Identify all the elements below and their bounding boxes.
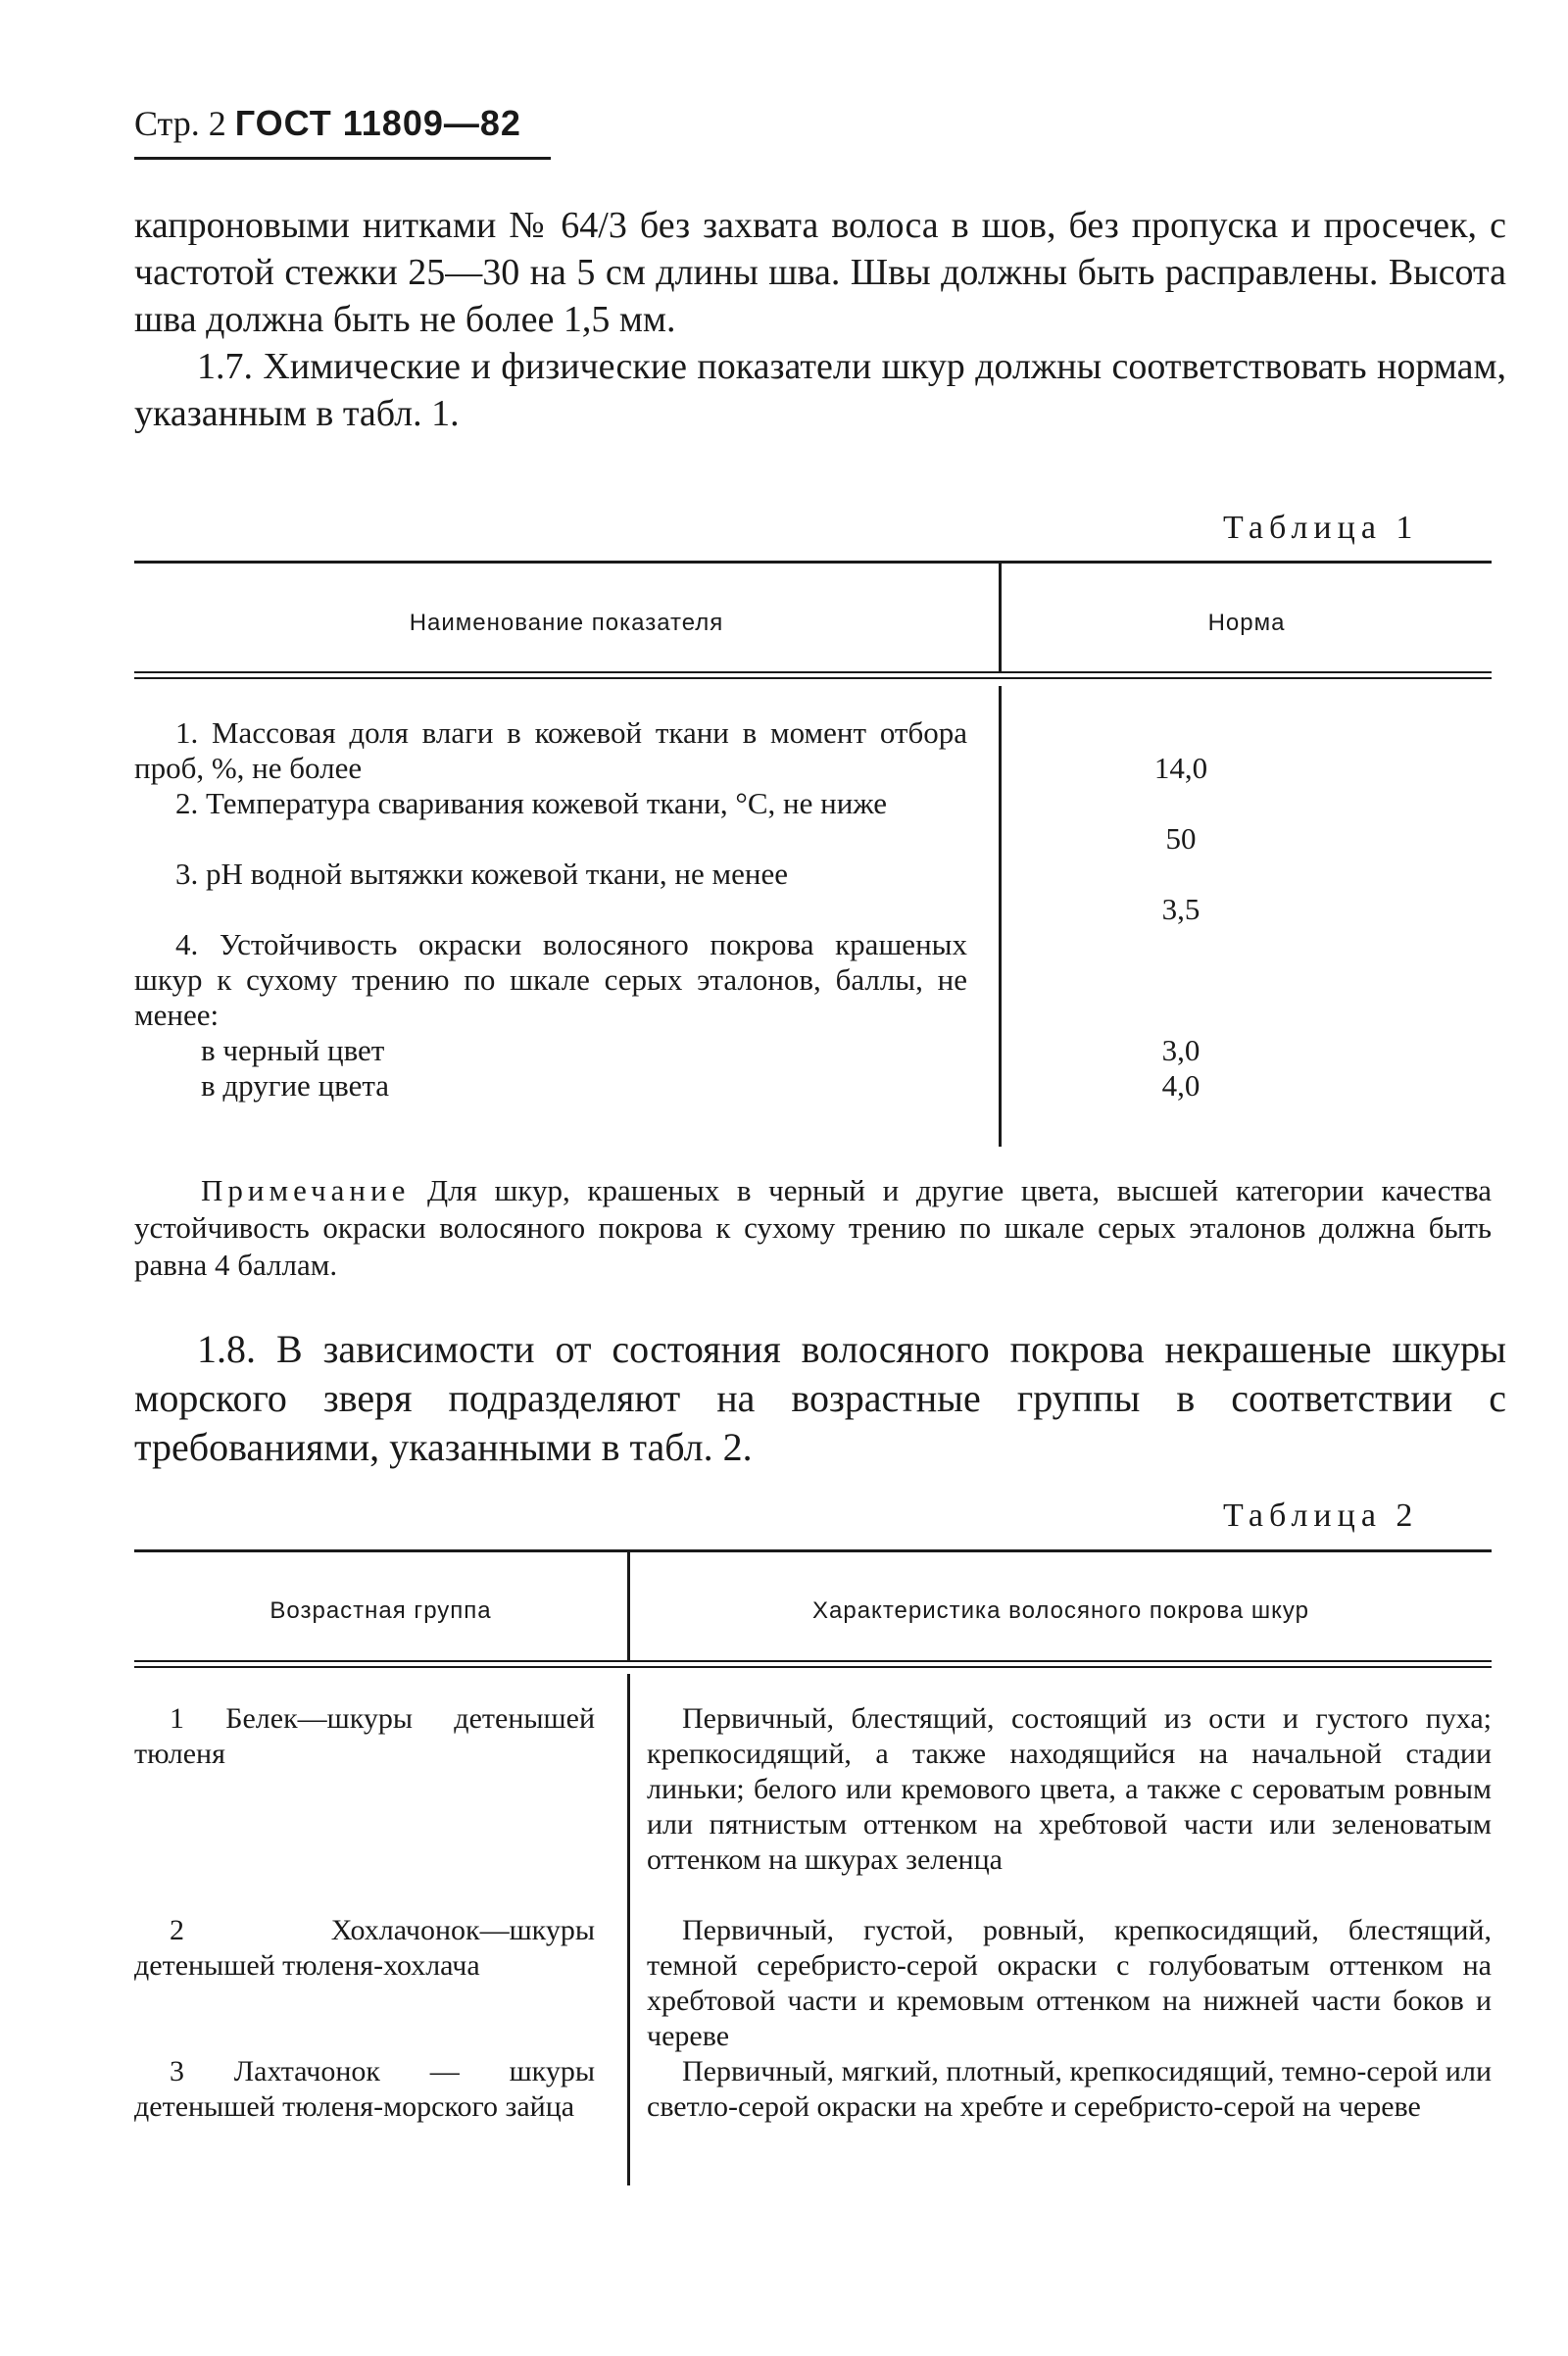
table1-caption: Таблица 1 (1223, 510, 1419, 546)
table1-note (134, 1172, 1492, 1284)
table1-row-value: 4,0 (1161, 1068, 1200, 1103)
table2-row-group: 2 Хохлачонок—шкуры детенышей тюленя-хохлача (134, 1914, 595, 1982)
header-rule (134, 157, 551, 160)
table1-header-norm: Норма (1207, 610, 1286, 636)
table1-header-rule-double (134, 677, 1492, 679)
table2-column-divider (627, 1674, 630, 2185)
table1-top-rule (134, 561, 1492, 564)
table1-row (134, 927, 967, 1033)
intro-paragraph-1-7: 1.7. Химические и физические показатели шкур должны соответствовать нормам, указанным в табл. 1. (134, 346, 1506, 434)
note-label: Примечание (201, 1173, 411, 1207)
table1-row-text: 1. Массовая доля влаги в кожевой ткани в момент отбора проб, %, не более (134, 715, 967, 785)
table1-row (134, 786, 967, 821)
table1-column-divider (999, 686, 1002, 1147)
table1-row (134, 857, 967, 892)
table1-row (134, 715, 967, 786)
table1-subrow-text: в черный цвет (201, 1033, 385, 1067)
table2-top-rule (134, 1549, 1492, 1552)
table1-row-text: 4. Устойчивость окраски волосяного покрова крашеных шкур к сухому трению по шкале серых эталонов, баллы, не менее: (134, 927, 967, 1032)
section-1-8 (134, 1325, 1506, 1472)
table1-subrow-text: в другие цвета (201, 1068, 390, 1103)
table1-row-text: 3. pH водной вытяжки кожевой ткани, не менее (175, 857, 788, 891)
table2-row-group: 3 Лахтачонок — шкуры детенышей тюленя-морского зайца (134, 2055, 595, 2123)
table1-row-value: 3,5 (1161, 892, 1200, 926)
table1-row-text: 2. Температура сваривания кожевой ткани, °С, не ниже (175, 786, 888, 820)
table1-row-value: 3,0 (1161, 1033, 1200, 1067)
intro-block (134, 202, 1506, 437)
table2-header-description: Характеристика волосяного покрова шкур (812, 1597, 1309, 1624)
table2-header-rule-double (134, 1666, 1492, 1668)
table2-caption: Таблица 2 (1223, 1497, 1419, 1534)
table1-header-rule (134, 671, 1492, 673)
table2-row-group: 1 Белек—шкуры детенышей тюленя (134, 1702, 595, 1770)
table1-header-name: Наименование показателя (409, 610, 724, 636)
section-1-8-paragraph: 1.8. В зависимости от состояния волосяного покрова некрашеные шкуры морского зверя подразделяют на возрастные группы в соответствии с требованиями, указанными в табл. 2. (134, 1327, 1506, 1469)
table2-row-description: Первичный, мягкий, плотный, крепкосидящий, темно-серой или светло-серой окраски на хребте и серебристо-серой на череве (647, 2055, 1492, 2123)
intro-paragraph-1: капроновыми нитками № 64/3 без захвата волоса в шов, без пропуска и просечек, с частотой стежки 25—30 на 5 см длины шва. Швы должны быть расправлены. Высота шва должна быть не более 1,5 мм. (134, 205, 1506, 340)
table2-header-rule (134, 1660, 1492, 1662)
table2-row-description: Первичный, густой, ровный, крепкосидящий, блестящий, темной серебристо-серой окраски с голубоватым оттенком на хребтовой части и кремовым оттенком на нижней части боков и череве (647, 1914, 1492, 2052)
table1-row-value: 50 (1165, 821, 1197, 856)
table2-header-group: Возрастная группа (270, 1597, 492, 1624)
table2-row-description: Первичный, блестящий, состоящий из ости и густого пуха; крепкосидящий, а также находящийся на начальной стадии линьки; белого или кремового цвета, а также с сероватым ровным или пятнистым оттенком на хребтовой части или зеленоватым оттенком на шкурах зеленца (647, 1702, 1492, 1876)
page-header (134, 103, 521, 143)
table1-row-value: 14,0 (1153, 751, 1208, 785)
standard-reference: ГОСТ 11809—82 (234, 103, 521, 143)
page-number: Стр. 2 (134, 104, 226, 143)
note-text: Для шкур, крашеных в черный и другие цвета, высшей категории качества устойчивость окраски волосяного покрова к сухому трению по шкале серых эталонов должна быть равна 4 баллам. (134, 1173, 1493, 1282)
